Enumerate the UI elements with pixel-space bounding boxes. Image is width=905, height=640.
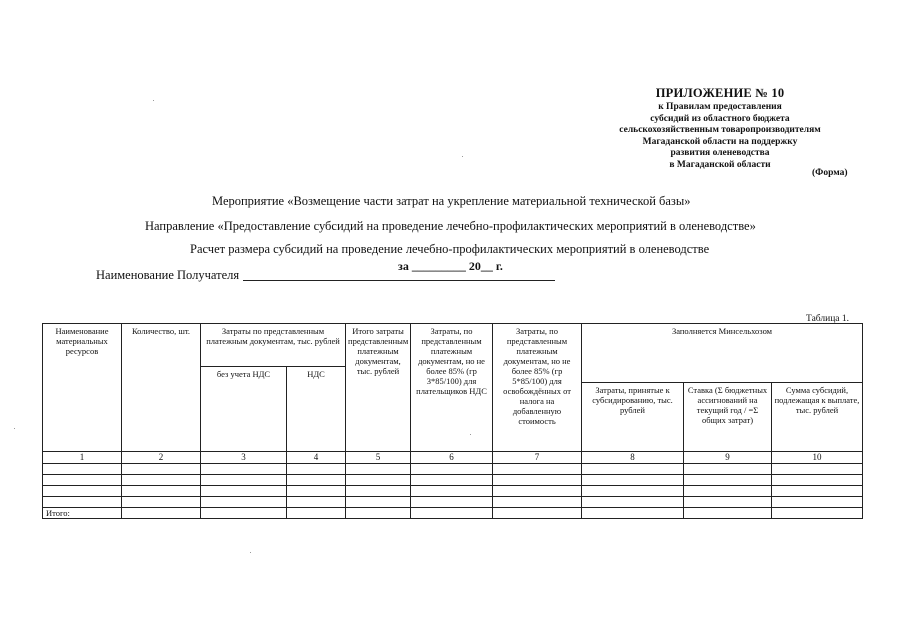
table-cell[interactable] [493,508,582,519]
header-minsel-group: Заполняется Минсельхозом [582,324,863,383]
table-cell[interactable] [43,464,122,475]
table-cell[interactable] [122,486,201,497]
table-row [43,497,863,508]
header-row-1 [43,324,863,367]
table-cell[interactable] [684,475,772,486]
scan-speck [462,156,463,157]
table-cell[interactable] [411,486,493,497]
header-col5: Итого затраты представленным платежным документам, тыс. рублей [346,324,411,452]
column-number: 5 [346,452,411,464]
table-cell[interactable] [411,464,493,475]
column-number: 10 [772,452,863,464]
table-cell[interactable] [493,464,582,475]
subsidy-table [42,323,863,519]
header-col10: Сумма субсидий, подлежащая к выплате, тыс. рублей [772,383,863,452]
header-col8: Затраты, принятые к субсидированию, тыс. рублей [582,383,684,452]
table-cell[interactable] [122,497,201,508]
table-cell[interactable] [684,464,772,475]
table-cell[interactable] [772,508,863,519]
header-col7: Затраты, по представленным платежным документам, но не более 85% (гр 5*85/100) для освобождённых от налога на добавленную стоимость [493,324,582,452]
table-cell[interactable] [287,464,346,475]
table-cell[interactable] [582,486,684,497]
calculation-heading: Расчет размера субсидий на проведение лечебно-профилактических мероприятий в оленеводстве [190,242,710,256]
table-cell[interactable] [493,475,582,486]
table-cell[interactable] [201,508,287,519]
table-cell[interactable] [582,508,684,519]
scan-speck [470,434,471,435]
table-cell[interactable] [772,464,863,475]
table-cell[interactable] [684,497,772,508]
header-col2: Количество, шт. [122,324,201,452]
table-caption: Таблица 1. [806,314,850,324]
form-label: (Форма) [812,168,848,178]
table-cell[interactable] [122,508,201,519]
recipient-row [96,268,555,283]
recipient-label: Наименование Получателя [96,268,240,282]
column-number: 6 [411,452,493,464]
table-cell[interactable] [122,464,201,475]
column-number: 2 [122,452,201,464]
table-cell[interactable] [201,486,287,497]
table-cell[interactable] [201,464,287,475]
table-row [43,464,863,475]
event-heading: Мероприятие «Возмещение части затрат на укрепление материальной технической базы» [212,194,691,208]
scan-speck [14,428,15,429]
column-number: 8 [582,452,684,464]
column-number: 3 [201,452,287,464]
appendix-line: сельскохозяйственным товаропроизводителям [619,125,821,136]
appendix-line: Магаданской области на поддержку [642,136,798,147]
column-number: 1 [43,452,122,464]
table-cell[interactable] [287,475,346,486]
appendix-line: к Правилам предоставления [658,102,782,112]
table-cell[interactable] [201,475,287,486]
table-cell[interactable] [411,508,493,519]
table-cell[interactable] [772,486,863,497]
table-cell[interactable] [582,475,684,486]
table-cell[interactable] [43,475,122,486]
column-number-row [43,452,863,464]
table-cell[interactable] [201,497,287,508]
table-cell[interactable] [43,497,122,508]
appendix-line: субсидий из областного бюджета [650,113,790,124]
table-cell[interactable] [122,475,201,486]
recipient-fill-line[interactable] [243,280,555,281]
table-cell[interactable] [346,475,411,486]
table-cell[interactable] [493,486,582,497]
table-row [43,486,863,497]
scan-speck [250,552,251,553]
column-number: 9 [684,452,772,464]
header-col6: Затраты, по представленным платежным документам, но не более 85% (гр 3*85/100) для плательщиков НДС [411,324,493,452]
table-cell[interactable] [346,464,411,475]
column-number: 7 [493,452,582,464]
header-col1: Наименование материальных ресурсов [43,324,122,452]
table-cell[interactable] [411,475,493,486]
period-line: за _________ 20__ г. [398,259,503,273]
table-cell[interactable] [582,464,684,475]
total-row [43,508,863,519]
table-cell[interactable] [493,497,582,508]
table-cell[interactable] [287,497,346,508]
header-col4: НДС [287,367,346,452]
direction-heading: Направление «Предоставление субсидий на проведение лечебно-профилактических мероприятий в оленеводстве» [145,219,756,233]
table-row [43,475,863,486]
scan-speck [153,100,154,101]
appendix-line: развития оленеводства [670,148,770,159]
table-cell[interactable] [346,508,411,519]
appendix-block [600,86,840,172]
table-cell[interactable] [684,508,772,519]
header-col9: Ставка (Σ бюджетных ассигнований на текущий год / =Σ общих затрат) [684,383,772,452]
header-col3: без учета НДС [201,367,287,452]
table-cell[interactable] [772,497,863,508]
table-cell[interactable] [346,497,411,508]
table-cell[interactable] [287,486,346,497]
table-cell[interactable] [684,486,772,497]
appendix-title: ПРИЛОЖЕНИЕ № 10 [655,86,785,100]
total-label: Итого: [43,508,122,519]
column-number: 4 [287,452,346,464]
table-cell[interactable] [346,486,411,497]
appendix-line: в Магаданской области [669,159,771,170]
table-cell[interactable] [287,508,346,519]
header-col34-group: Затраты по представленным платежным документам, тыс. рублей [201,324,346,367]
table-cell[interactable] [582,497,684,508]
table-cell[interactable] [43,486,122,497]
table-cell[interactable] [772,475,863,486]
table-cell[interactable] [411,497,493,508]
